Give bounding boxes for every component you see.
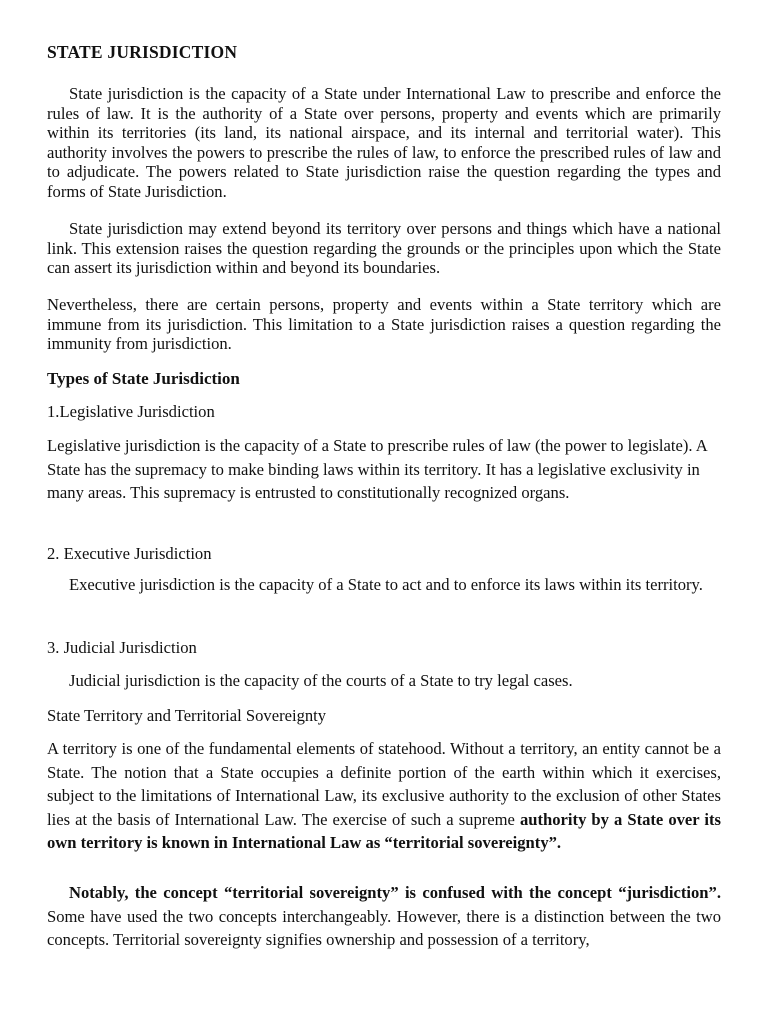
closing-paragraph-bold: Notably, the concept “territorial sovereignty” is confused with the concept “jurisdiction”.: [69, 883, 721, 902]
judicial-paragraph: Judicial jurisdiction is the capacity of the courts of a State to try legal cases.: [69, 671, 573, 690]
territory-paragraph: [47, 737, 721, 855]
judicial-heading: 3. Judicial Jurisdiction: [47, 638, 197, 657]
intro-paragraph-3: Nevertheless, there are certain persons, property and events within a State territory which are immune from its jurisdiction. This limitation to a State jurisdiction raises a question regarding the immunity from jurisdiction.: [47, 295, 721, 354]
closing-paragraph: [47, 881, 721, 952]
executive-paragraph: Executive jurisdiction is the capacity of a State to act and to enforce its laws within its territory.: [69, 575, 703, 594]
territory-heading: State Territory and Territorial Sovereignty: [47, 706, 327, 725]
types-heading: Types of State Jurisdiction: [47, 369, 240, 388]
intro-paragraph-2: State jurisdiction may extend beyond its territory over persons and things which have a national link. This extension raises the question regarding the grounds or the principles upon which the State can assert its jurisdiction within and beyond its boundaries.: [47, 219, 721, 278]
page-title: STATE JURISDICTION: [47, 42, 238, 62]
legislative-paragraph: Legislative jurisdiction is the capacity of a State to prescribe rules of law (the power to legislate). A State has the supremacy to make binding laws within its territory. It has a legislative exclusivity in many areas. This supremacy is entrusted to constitutionally recognized organs.: [47, 436, 707, 502]
legislative-heading: 1.Legislative Jurisdiction: [47, 402, 215, 421]
territory-paragraph-text: A territory is one of the fundamental elements of statehood. Without a territory, an entity cannot be a State. The notion that a State occupies a definite portion of the earth within which it exercises, subject to the limitations of International Law, its exclusive authority to the exclusion of other States lies at the basis of International Law. The exercise of such a supreme: [47, 739, 721, 829]
closing-paragraph-text: Some have used the two concepts interchangeably. However, there is a distinction between the two concepts. Territorial sovereignty signifies ownership and possession of a territory,: [47, 906, 721, 949]
intro-paragraph-1: State jurisdiction is the capacity of a State under International Law to prescribe and enforce the rules of law. It is the authority of a State over persons, property and events which are primarily within its territories (its land, its national airspace, and its internal and territorial water). This authority involves the powers to prescribe the rules of law, to enforce the prescribed rules of law and to adjudicate. The powers related to State jurisdiction raise the question regarding the types and forms of State Jurisdiction.: [47, 84, 721, 201]
executive-heading: 2. Executive Jurisdiction: [47, 544, 212, 563]
territory-paragraph-bold: authority by a State over its own territory is known in International Law as “territorial sovereignty”.: [47, 809, 721, 852]
